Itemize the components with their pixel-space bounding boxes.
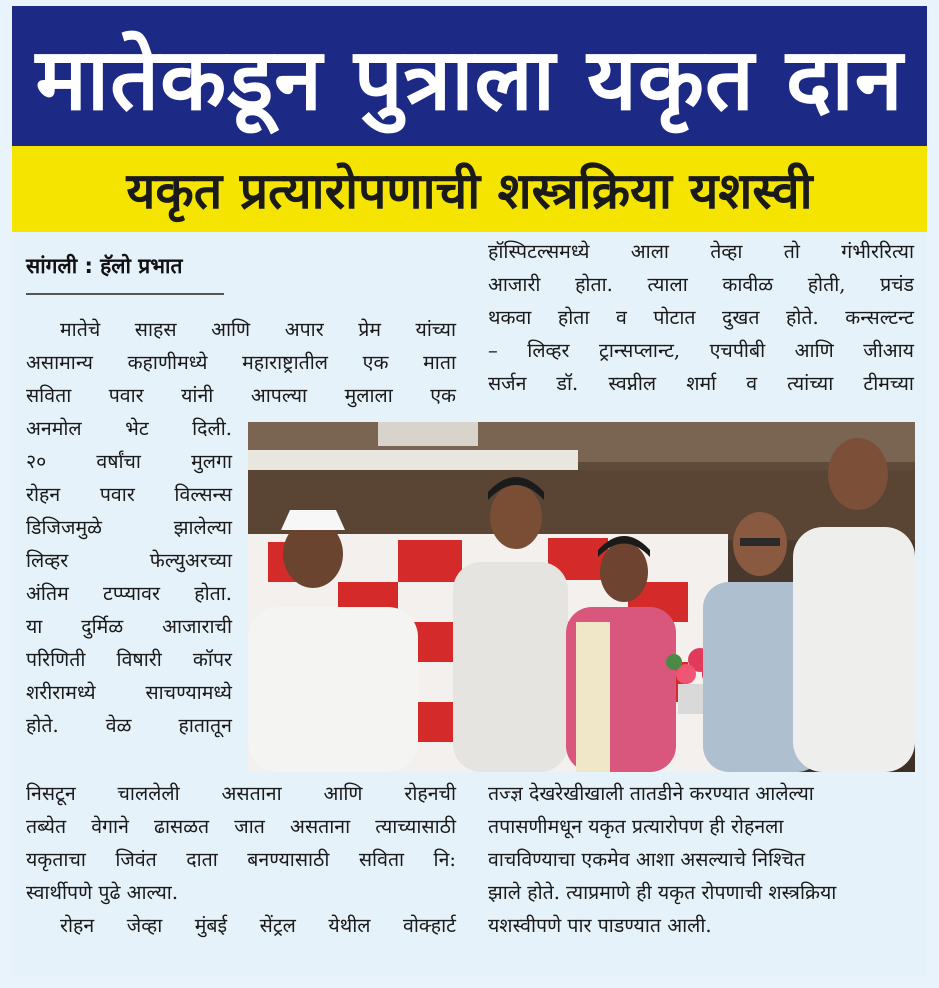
text-line: या दुर्मिळ आजाराची — [26, 615, 232, 638]
headline: मातेकडून पुत्राला यकृत दान — [12, 6, 927, 146]
photo-illustration — [248, 422, 915, 772]
text-line: अंतिम टप्प्यावर होता. — [26, 582, 232, 605]
subheadline: यकृत प्रत्यारोपणाची शस्त्रक्रिया यशस्वी — [12, 146, 927, 232]
text-line: लिव्हर फेल्युअरच्या — [26, 549, 232, 572]
text-line: रोहन पवार विल्सन्स — [26, 483, 232, 506]
left-column-top — [26, 313, 456, 412]
text-line: शरीरामध्ये साचण्यामध्ये — [26, 681, 232, 704]
text-line: झाले होते. त्याप्रमाणे ही यकृत रोपणाची शस्त्रक्रिया — [488, 881, 837, 904]
text-line: तब्येत वेगाने ढासळत जात असताना त्याच्यासाठी — [26, 815, 456, 838]
right-column-bottom — [488, 777, 914, 942]
left-column-narrow — [26, 412, 232, 742]
text-line: यशस्वीपणे पार पाडण्यात आली. — [488, 914, 712, 937]
text-line: हॉस्पिटल्समध्ये आला तेव्हा तो गंभीररित्या — [488, 240, 914, 263]
ceiling-light — [248, 450, 578, 470]
left-column-bottom — [26, 777, 456, 942]
text-line: वाचविण्याचा एकमेव आशा असल्याचे निश्चित — [488, 848, 805, 871]
text-line: यकृताचा जिवंत दाता बनण्यासाठी सविता नि: — [26, 848, 456, 871]
text-line: रोहन जेव्हा मुंबई सेंट्रल येथील वोक्हार्ट — [60, 914, 456, 937]
text-line: सविता पवार यांनी आपल्या मुलाला एक — [26, 384, 456, 407]
text-line: सर्जन डॉ. स्वप्नील शर्मा व त्यांच्या टीमच्या — [488, 372, 914, 395]
text-line: आजारी होता. त्याला कावीळ होती, प्रचंड — [488, 273, 914, 296]
text-line: डिजिजमुळे झालेल्या — [26, 516, 232, 539]
text-line: तज्ज्ञ देखरेखीखाली तातडीने करण्यात आलेल्या — [488, 782, 814, 805]
text-line: स्वार्थीपणे पुढे आल्या. — [26, 881, 179, 904]
text-line: अनमोल भेट दिली. — [26, 417, 232, 440]
text-line: तपासणीमधून यकृत प्रत्यारोपण ही रोहनला — [488, 815, 784, 838]
text-line: असामान्य कहाणीमध्ये महाराष्ट्रातील एक माता — [26, 351, 456, 374]
text-line: परिणिती विषारी कॉपर — [26, 648, 232, 671]
right-column-top — [488, 235, 914, 400]
ceiling-panel — [378, 422, 478, 446]
dateline: सांगली : हॅलो प्रभात — [26, 254, 183, 278]
text-line: २० वर्षांचा मुलगा — [26, 450, 232, 473]
news-photo — [248, 422, 915, 772]
text-line: निसटून चाललेली असताना आणि रोहनची — [26, 782, 456, 805]
text-line: होते. वेळ हातातून — [26, 714, 232, 737]
dateline-divider — [26, 293, 224, 295]
text-line: मातेचे साहस आणि अपार प्रेम यांच्या — [60, 318, 456, 341]
text-line: थकवा होता व पोटात दुखत होते. कन्सल्टन्ट — [488, 306, 914, 329]
text-line: – लिव्हर ट्रान्सप्लान्ट, एचपीबी आणि जीआय — [488, 339, 914, 362]
